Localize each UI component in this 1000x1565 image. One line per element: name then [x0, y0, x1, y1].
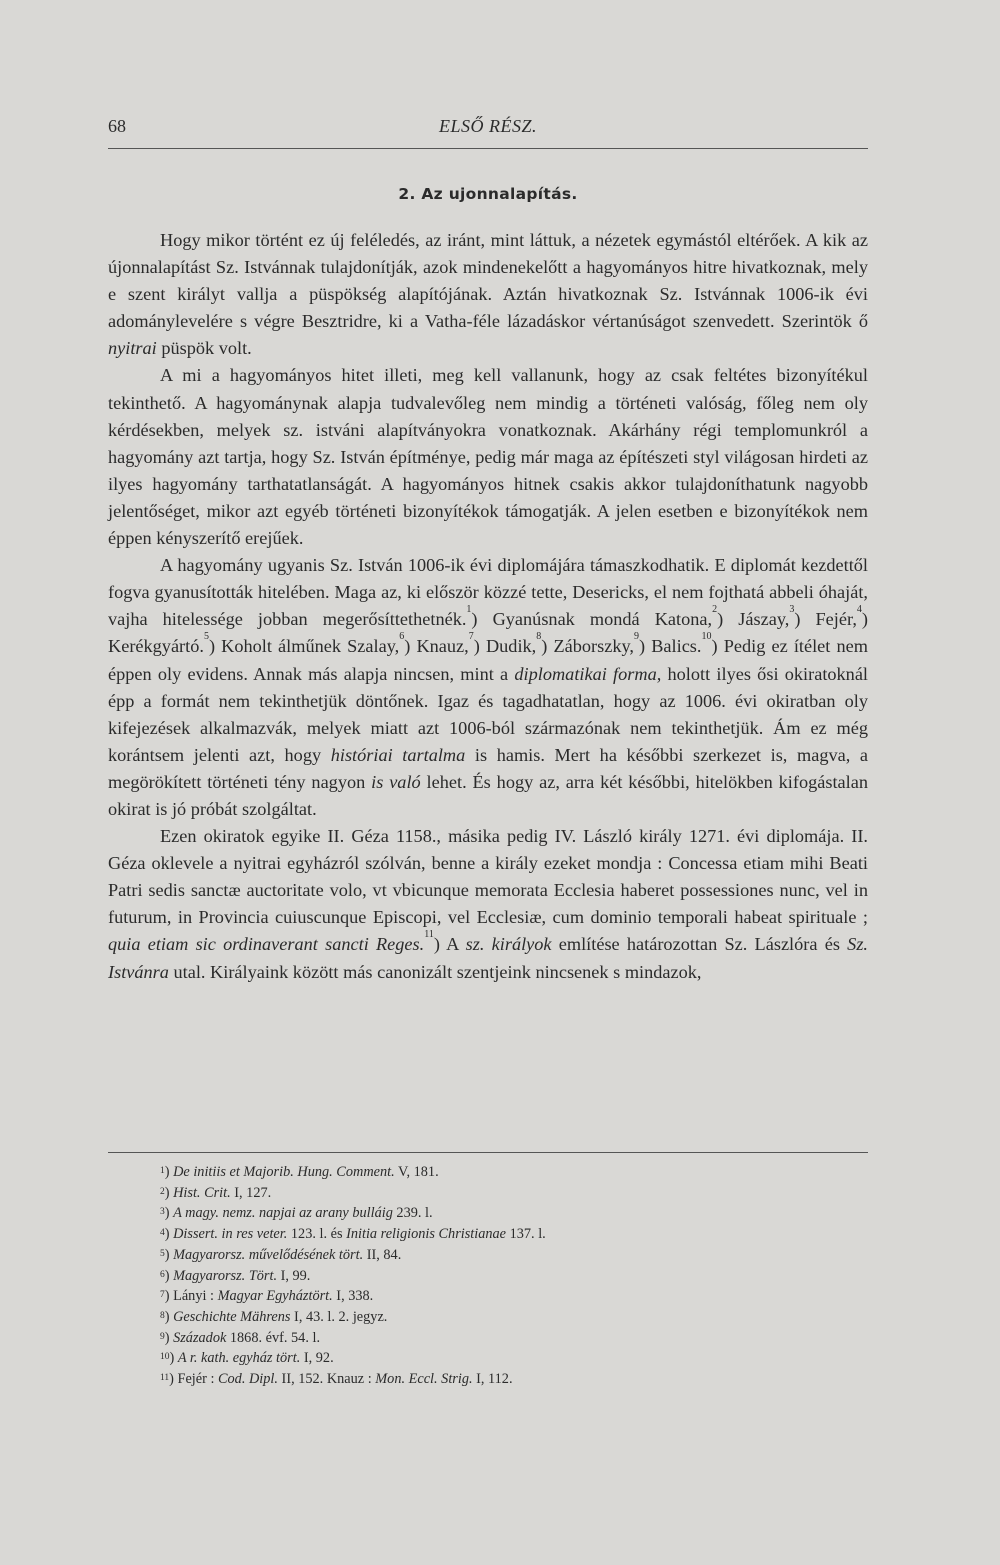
text-run: I, 43. l. 2. jegyz. [290, 1308, 388, 1325]
text-run: A hagyomány ugyanis Sz. István 1006-ik évi diplomájára támaszkodhatik. E diplomát kezdettől fogva gyanusították hitelében. Maga az, ki először közzé tette, Desericks, el nem fojthatá abbeli óhaját, vajha hitelessége jobban megerősíttethetnék. [108, 555, 868, 630]
footnote-number: 2 [160, 1186, 165, 1197]
italic-text: Magyarorsz. művelődésének tört. [173, 1246, 364, 1263]
footnote: $^{10}$) A r. kath. egyház tört. I, 92. [160, 1350, 334, 1367]
footnote-number: 11 [160, 1373, 170, 1384]
text-run: ) Knauz, [404, 636, 469, 657]
footnote-ref: 2 [712, 604, 718, 616]
paragraph [108, 362, 868, 552]
text-run: Hogy mikor történt ez új feléledés, az iránt, mint láttuk, a nézetek egymástól eltérőek. A kik az újonnalapítást Sz. Istvánnak tulajdonítják, azok mindenekelőtt a hagyományos hitre hivatkoznak, mely e szent királyt vallja a püspökség alapítójának. Aztán hivatkoznak Sz. Istvánnak 1006-ik évi adománylevelére s végre Besztridre, ki a Vatha-féle lázadáskor vértanúságot szenvedett. Szerintök ő [108, 230, 868, 332]
running-header [108, 116, 868, 144]
italic-text: quia etiam sic ordinaverant sancti Reges. [108, 934, 425, 955]
footnote-ref: 4 [856, 604, 862, 616]
text-run: ) A [433, 934, 466, 955]
text-run: ) Pedig ez ítélet nem éppen oly evidens. Annak más alapja nincsen, mint a [108, 636, 868, 684]
text-run: püspök volt. [156, 338, 252, 359]
footnote-number: 4 [160, 1228, 165, 1239]
text-run: ) Kerékgyártó. [108, 609, 869, 657]
footnote-ref: 11 [424, 929, 434, 941]
italic-text: Geschichte Mährens [173, 1308, 291, 1325]
footnote-ref: 10 [701, 631, 712, 643]
footnote-number: 10 [160, 1352, 170, 1363]
text-run: ) Koholt álműnek Szalay, [208, 636, 400, 657]
footnote-ref: 7 [468, 631, 474, 643]
footnote-number: 1 [160, 1166, 165, 1176]
footnote-number: 6 [160, 1269, 165, 1280]
text-run: 1868. évf. 54. l. [226, 1329, 321, 1346]
text-run: is hamis. Mert ha későbbi szerkezet is, magva, a megörökített történeti tény nagyon [108, 744, 869, 792]
text-run: Fejér : [177, 1371, 218, 1388]
text-run: V, 181. [394, 1164, 439, 1180]
footnote: $^3$) A magy. nemz. napjai az arany bulláig 239. l. [160, 1205, 433, 1222]
text-run: utal. Királyaink között más canonizált szentjeink nincsenek s mindazok, [168, 961, 702, 982]
italic-text: Cod. Dipl. [218, 1371, 278, 1388]
italic-text: sz. királyok [465, 934, 552, 955]
text-run: lehet. És hogy az, arra két későbbi, hitelökben kifogástalan okirat is jó próbát szolgáltat. [108, 771, 868, 819]
text-run: II, 152. Knauz : [277, 1371, 376, 1388]
text-run: holott ilyes ősi okiratoknál épp a formát nem tekinthetjük döntőnek. Igaz és tagadhatatlan, hogy az 1006. évi okiratban oly kifejezések alkalmazvák, melyek miatt azt 1006-ból származónak nem tekinthetjük. Ám ez még korántsem jelenti azt, hogy [108, 663, 869, 765]
footnote-ref: 9 [634, 631, 640, 643]
italic-text: Hist. Crit. [173, 1184, 231, 1201]
text-run: I, 127. [230, 1184, 272, 1201]
text-run: II, 84. [363, 1246, 402, 1263]
footnote: $^4$) Dissert. in res veter. 123. l. és Initia religionis Christianae 137. l. [160, 1226, 546, 1243]
section-title: 2. Az ujonnalapítás. [398, 185, 578, 203]
text-run: említése határozottan Sz. Lászlóra és [551, 934, 848, 955]
text-run: ) Fejér, [794, 609, 857, 630]
footnote: $^6$) Magyarorsz. Tört. I, 99. [160, 1267, 311, 1284]
footnote-ref: 1 [466, 604, 472, 616]
text-run: I, 338. [332, 1288, 374, 1305]
footnotes [160, 1162, 860, 1390]
body-text [108, 227, 868, 986]
footnote: $^7$) Lányi : Magyar Egyháztört. I, 338. [160, 1288, 374, 1305]
text-run: ) Dudik, [473, 636, 537, 657]
paragraph [108, 552, 868, 823]
footnote: $^1$) De initiis et Majorib. Hung. Comment. V, 181. [160, 1164, 439, 1180]
paragraph [108, 823, 868, 986]
italic-text: A magy. nemz. napjai az arany bulláig [173, 1205, 393, 1222]
italic-text: Initia religionis Christianae [346, 1226, 507, 1243]
footnote-number: 5 [160, 1248, 165, 1259]
header-rule [108, 148, 868, 149]
footnote-ref: 6 [399, 631, 405, 643]
footnote-ref: 8 [536, 631, 542, 643]
italic-text: is való [371, 771, 421, 792]
text-run: 137. l. [506, 1226, 546, 1243]
running-title: ELSŐ RÉSZ. [438, 116, 537, 136]
footnote: $^8$) Geschichte Mährens I, 43. l. 2. jegyz. [160, 1308, 388, 1325]
text-run: 239. l. [392, 1205, 433, 1222]
text-run: I, 99. [277, 1267, 311, 1284]
footnote: $^{11}$) Fejér : Cod. Dipl. II, 152. Knauz : Mon. Eccl. Strig. I, 112. [160, 1371, 513, 1388]
italic-text: De initiis et Majorib. Hung. Comment. [173, 1164, 395, 1180]
italic-text: Dissert. in res veter. [173, 1226, 288, 1243]
text-run: I, 92. [300, 1350, 334, 1367]
italic-text: A r. kath. egyház tört. [177, 1350, 301, 1367]
text-run: I, 112. [472, 1371, 513, 1388]
footnote: $^5$) Magyarorsz. művelődésének tört. II, 84. [160, 1246, 402, 1263]
paragraph [108, 227, 868, 362]
footnote: $^2$) Hist. Crit. I, 127. [160, 1184, 272, 1201]
text-run: Lányi : [173, 1288, 218, 1305]
footnote: $^9$) Századok 1868. évf. 54. l. [160, 1329, 321, 1346]
text-run: ) Balics. [639, 636, 702, 657]
text-run: A mi a hagyományos hitet illeti, meg kell vallanunk, hogy az csak feltétes bizonyítékul tekinthető. A hagyománynak alapja tudvalevőleg nem mindig a történeti valóság, főleg nem oly kérdésekben, melyek sz. istváni alapítványokra vonatkoznak. Akárhány régi templomunkról a hagyomány azt tartja, hogy Sz. István építménye, pedig már maga az építészeti styl világosan hirdeti az ilyes hagyomány tarthatatlanságát. A hagyományos hitnek csakis akkor tulajdoníthatunk nagyobb jelentőséget, mikor azt egyéb történeti bizonyítékok támogatják. A jelen esetben e bizonyítékok nem éppen kényszerítő erejűek. [108, 365, 868, 549]
footnote-number: 9 [160, 1331, 165, 1342]
italic-text: Századok [173, 1329, 227, 1346]
footnote-number: 3 [160, 1207, 165, 1218]
italic-text: diplomatikai forma, [514, 663, 662, 684]
text-run: Ezen okiratok egyike II. Géza 1158., másika pedig IV. László király 1271. évi diplomája. II. Géza oklevele a nyitrai egyházról szólván, benne a király ezeket mondja : Concessa etiam mihi Beati Patri sedis sanctæ auctoritate volo, vt vbicunque memorata Ecclesia haberet possessiones nunc, vel in futurum, in Provincia cuiuscunque Episcopi, vel Ecclesiæ, cum dominio temporali habeat spirituale ; [108, 826, 868, 928]
page-number: 68 [108, 116, 126, 136]
italic-text: Mon. Eccl. Strig. [375, 1371, 473, 1388]
italic-text: Magyar Egyháztört. [217, 1288, 333, 1305]
text-run: 123. l. és [287, 1226, 347, 1243]
text-run: ) Jászay, [717, 609, 790, 630]
italic-text: nyitrai [108, 338, 157, 359]
italic-text: Sz. Istvánra [108, 934, 868, 982]
footnote-ref: 3 [789, 604, 795, 616]
text-run: ) Záborszky, [541, 636, 635, 657]
italic-text: históriai tartalma [330, 744, 466, 765]
footnote-number: 7 [160, 1290, 165, 1301]
italic-text: Magyarorsz. Tört. [173, 1267, 278, 1284]
footnote-ref: 5 [203, 631, 209, 643]
footnote-number: 8 [160, 1310, 165, 1321]
text-run: ) Gyanúsnak mondá Katona, [471, 609, 713, 630]
footnote-rule [108, 1152, 868, 1153]
